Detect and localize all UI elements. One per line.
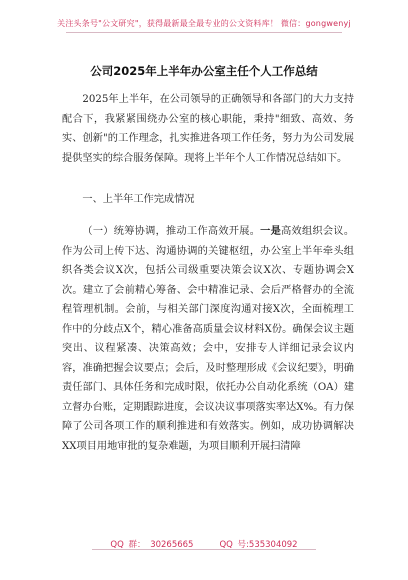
item-label: （一）统筹协调，推动工作高效开展。 xyxy=(82,226,261,237)
footer-qq-number: QQ 号:535304092 xyxy=(219,540,298,550)
item-lead: 一是 xyxy=(260,225,282,237)
document-title: 公司2025年上半年办公室主任个人工作总结 xyxy=(90,64,318,78)
item-text: 高效组织会议。作为公司上传下达、沟通协调的关键枢纽，办公室上半年牵头组织各类会议X次，包括公司级重要决策会议X次、专题协调会X次。建立了会前精心筹备、会中精准记录、会后严格督办的全流程管理机制。会前，与相关部门深度沟通对接X次，全面梳理工作中的分歧点X个，精心准备高质量会议材料X份。确保会议主题突出、议程紧凑、决策高效；会中，安排专人详细记录会议内容，准确把握会议要点；会后，及时整理形成《会议纪要》，明确责任部门、具体任务和完成时限，依托办公自动化系统（OA）建立督办台账，定期跟踪进度，会议决议事项落实率达X%。有力保障了公司各项工作的顺利推进和有效落实。例如，成功协调解决XX项目用地审批的复杂难题，为项目顺利开展扫清障 xyxy=(62,226,355,452)
section-block xyxy=(62,190,354,210)
item-paragraph xyxy=(62,222,354,456)
footer-divider xyxy=(92,549,316,550)
item-block xyxy=(62,222,354,456)
footer-qq-group: QQ 群： 30265665 xyxy=(110,540,194,550)
header-banner: 关注头条号"公文研究"，获得最新最全最专业的公文资料库！ 微信：gongwenyj xyxy=(57,19,351,28)
document-body xyxy=(62,90,354,168)
section-heading: 一、上半年工作完成情况 xyxy=(82,194,195,205)
intro-paragraph: 2025年上半年，在公司领导的正确领导和各部门的大力支持配合下，我紧紧围绕办公室的核心职能，秉持"细致、高效、务实、创新"的工作理念，扎实推进各项工作任务，努力为公司发展提供坚实的综合服务保障。现将上半年个人工作情况总结如下。 xyxy=(62,94,354,164)
header-divider xyxy=(66,32,342,33)
